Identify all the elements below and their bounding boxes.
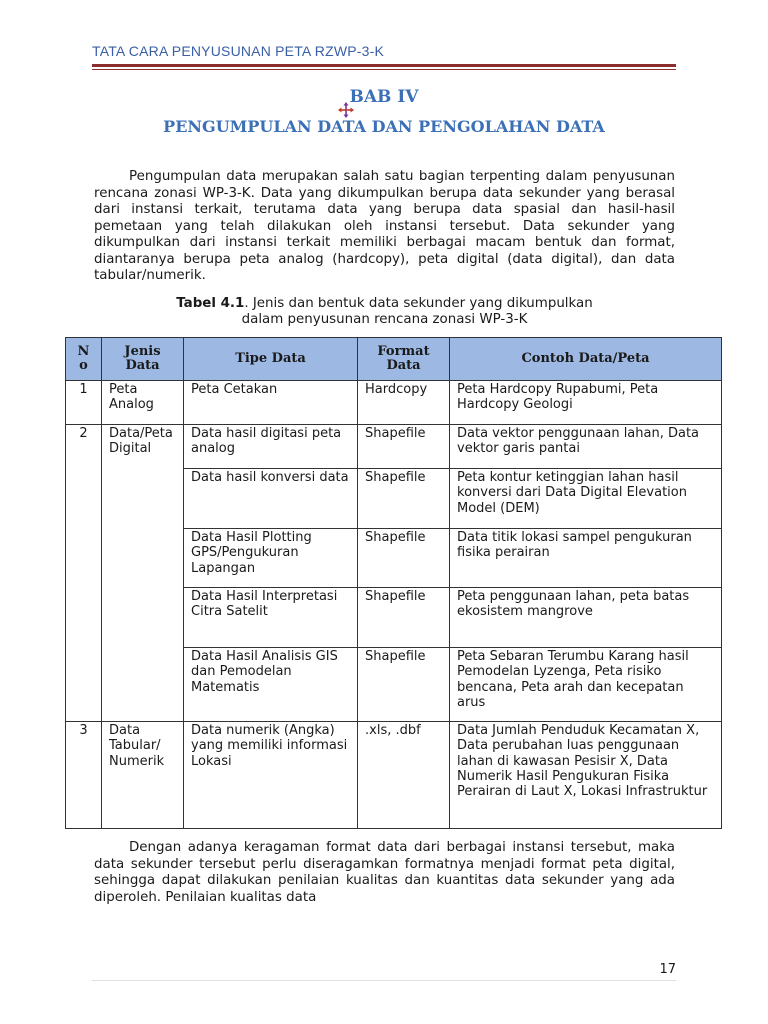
header-rule [92, 64, 676, 67]
cell-contoh: Peta Hardcopy Rupabumi, Peta Hardcopy Geologi [450, 381, 722, 425]
table-caption-label: Tabel 4.1 [176, 296, 245, 311]
table-caption-text: . Jenis dan bentuk data sekunder yang dikumpulkan [244, 296, 593, 311]
footer-rule [92, 980, 676, 981]
cell-no: 3 [66, 722, 102, 829]
cell-format: Shapefile [358, 529, 450, 588]
cell-tipe: Data numerik (Angka) yang memiliki informasi Lokasi [184, 722, 358, 829]
chapter-title: PENGUMPULAN DATA DAN PENGOLAHAN DATA [163, 117, 605, 136]
closing-paragraph: Dengan adanya keragaman format data dari berbagai instansi tersebut, maka data sekunder tersebut perlu diseragamkan formatnya menjadi format peta digital, sehingga dapat dilakukan penilaian kualitas dan kuantitas data sekunder yang ada diperoleh. Penilaian kualitas data [94, 840, 675, 905]
cell-jenis: Peta Analog [102, 381, 184, 425]
cell-format: Shapefile [358, 469, 450, 529]
header-no: N o [66, 338, 102, 381]
cell-jenis: Data/Peta Digital [102, 425, 184, 722]
cell-format: Shapefile [358, 588, 450, 648]
cell-tipe: Data Hasil Analisis GIS dan Pemodelan Matematis [184, 648, 358, 722]
table-row [66, 722, 722, 829]
cell-format: .xls, .dbf [358, 722, 450, 829]
running-header: TATA CARA PENYUSUNAN PETA RZWP-3-K [92, 43, 385, 59]
move-handle-icon[interactable] [338, 102, 354, 118]
table-row [66, 425, 722, 469]
cell-tipe: Data Hasil Plotting GPS/Pengukuran Lapangan [184, 529, 358, 588]
cell-jenis: Data Tabular/ Numerik [102, 722, 184, 829]
header-tipe-data: Tipe Data [184, 338, 358, 381]
header-format-data: Format Data [358, 338, 450, 381]
cell-contoh: Data titik lokasi sampel pengukuran fisika perairan [450, 529, 722, 588]
header-contoh-data: Contoh Data/Peta [450, 338, 722, 381]
page-number: 17 [659, 962, 676, 977]
cell-contoh: Peta penggunaan lahan, peta batas ekosistem mangrove [450, 588, 722, 648]
cell-contoh: Peta Sebaran Terumbu Karang hasil Pemodelan Lyzenga, Peta risiko bencana, Peta arah dan kecepatan arus [450, 648, 722, 722]
cell-format: Shapefile [358, 425, 450, 469]
cell-contoh: Peta kontur ketinggian lahan hasil konversi dari Data Digital Elevation Model (DEM) [450, 469, 722, 529]
header-rule-thin [92, 69, 676, 70]
intro-paragraph: Pengumpulan data merupakan salah satu bagian terpenting dalam penyusunan rencana zonasi WP-3-K. Data yang dikumpulkan berupa data sekunder yang berasal dari instansi terkait, terutama data yang berupa data spasial dan hasil-hasil pemetaan yang telah dilakukan oleh instansi tersebut. Data sekunder yang dikumpulkan dari instansi terkait memiliki berbagai macam bentuk dan format, diantaranya berupa peta analog (hardcopy), peta digital (data digital), dan data tabular/numerik. [94, 169, 675, 283]
table-header-row [66, 338, 722, 381]
cell-tipe: Data Hasil Interpretasi Citra Satelit [184, 588, 358, 648]
cell-format: Hardcopy [358, 381, 450, 425]
data-source-table [65, 337, 722, 829]
cell-tipe: Data hasil konversi data [184, 469, 358, 529]
table-row [66, 381, 722, 425]
cell-contoh: Data vektor penggunaan lahan, Data vektor garis pantai [450, 425, 722, 469]
header-jenis-data: Jenis Data [102, 338, 184, 381]
cell-tipe: Data hasil digitasi peta analog [184, 425, 358, 469]
table-caption [94, 296, 675, 328]
cell-contoh: Data Jumlah Penduduk Kecamatan X, Data perubahan luas penggunaan lahan di kawasan Pesisir X, Data Numerik Hasil Pengukuran Fisika Perairan di Laut X, Lokasi Infrastruktur [450, 722, 722, 829]
cell-tipe: Peta Cetakan [184, 381, 358, 425]
cell-no: 2 [66, 425, 102, 722]
table-caption-text-2: dalam penyusunan rencana zonasi WP-3-K [241, 312, 528, 327]
chapter-number: BAB IV [349, 87, 419, 107]
cell-format: Shapefile [358, 648, 450, 722]
cell-no: 1 [66, 381, 102, 425]
